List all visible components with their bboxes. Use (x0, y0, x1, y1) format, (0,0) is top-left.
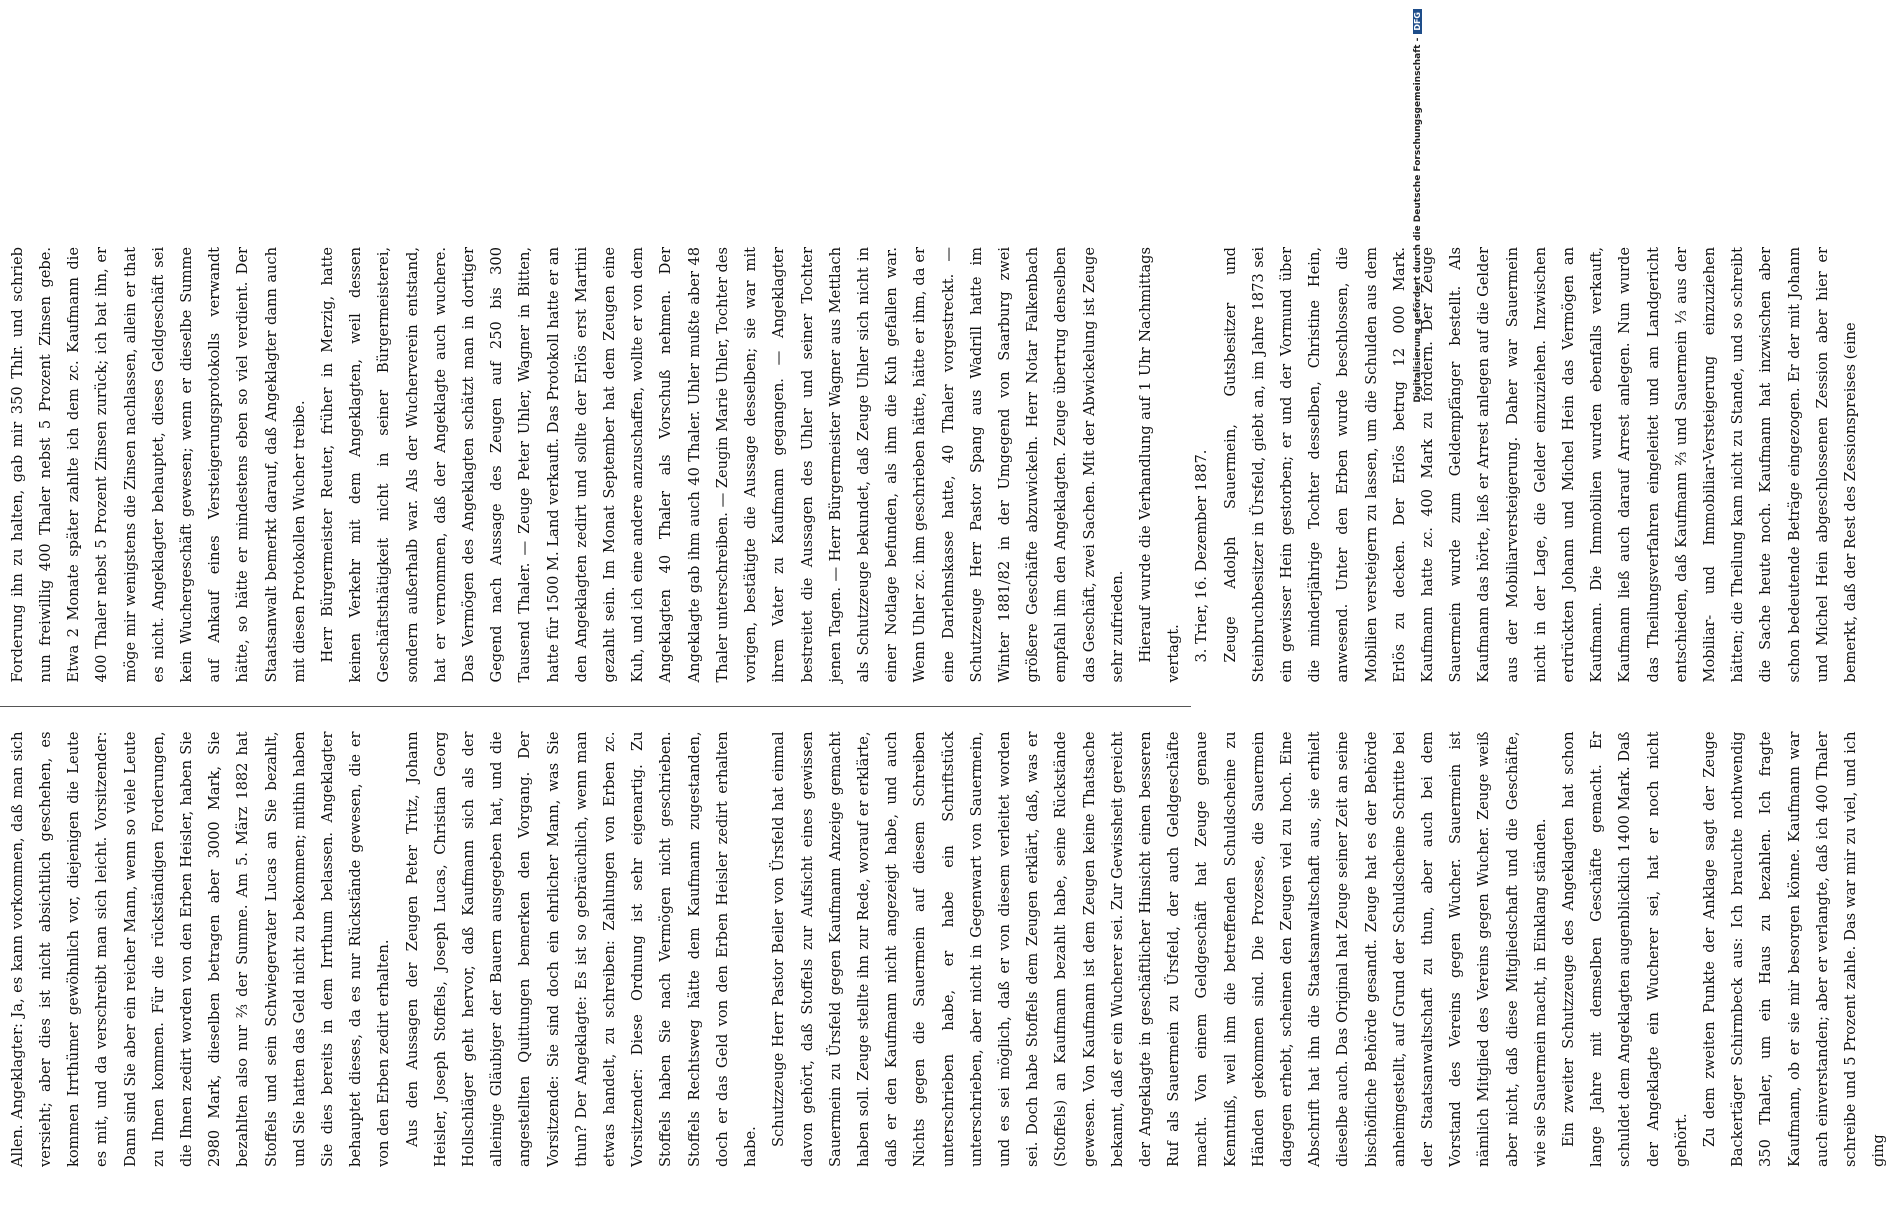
dfg-credit-text: Digitalisierung gefördert durch die Deutsche Forschungsgemeinschaft - (1413, 37, 1423, 403)
paragraph: Ein zweiter Schutzzeuge des Angeklagten hat schon lange Jahre mit demselben Geschäfte gemacht. Er schuldet dem Angeklagten augenblicklich 1400 Mark. Daß der Angeklagte ein Wucherer sei, hat er noch nicht gehört. (1559, 731, 1690, 1167)
dfg-credit (1413, 9, 1425, 999)
text-columns (0, 247, 1888, 1167)
right-column (0, 247, 1860, 683)
dfg-logo: DFG (1413, 9, 1422, 34)
dfg-sidebar (1414, 8, 1426, 998)
section-heading: 3. Trier, 16. Dezember 1887. (1193, 449, 1211, 663)
paragraph: Aus den Aussagen der Zeugen Peter Tritz, Johann Heisler, Joseph Stoffels, Joseph Lucas, Christian Georg Hollschläger geht hervor, daß Kaufmann sich als der alleinige Gläubiger der Bauern ausgegeben hat, und die angestellten Quittungen bemerken den Vorgang. Der Vorsitzende: Sie sind doch ein ehrlicher Mann, was Sie thun? Der Angeklagte: Es ist so gebräuchlich, wenn man etwas handelt, zu schreiben: Zahlungen von Erben zc. Vorsitzender: Diese Ordnung ist sehr eigenartig. Zu Stoffels haben Sie nach Vermögen nicht geschrieben. Stoffels Rechtsweg hätte dem Kaufmann zugestanden, doch er das Geld von den Erben Heisler zedirt erhalten habe. (403, 731, 760, 1167)
paragraph: Herr Bürgermeister Reuter, früher in Merzig, hatte keinen Verkehr mit dem Angeklagten, weil dessen Geschäftsthätigkeit nicht in seiner Bürgermeisterei, sondern außerhalb war. Als der Wucherverein entstand, hat er vernommen, daß der Angeklagte auch wuchere. Das Vermögen des Angeklagten schätzt man in dortiger Gegend nach Aussage des Zeugen auf 250 bis 300 Tausend Thaler. — Zeuge Peter Uhler, Wagner in Bitten, hatte für 1500 M. Land verkauft. Das Protokoll hatte er an den Angeklagten zedirt und sollte der Erlös erst Martini gezahlt sein. Im Monat September hat dem Zeugen eine Kuh, und ich eine andere anzuschaffen, wollte er von dem Angeklagten 40 Thaler als Vorschuß nehmen. Der Angeklagte gab ihm auch 40 Thaler. Uhler mußte aber 48 Thaler unterschreiben. — Zeugin Marie Uhler, Tochter des vorigen, bestätigte die Aussage desselben; sie war mit ihrem Vater zu Kaufmann gegangen. — Angeklagter bestreitet die Aussagen des Uhler und seiner Tochter jenen Tagen. — Herr Bürgermeister Wagner aus Mettlach als Schutzzeuge bekundet, daß Zeuge Uhler sich nicht in einer Notlage befunden, als ihm die Kuh gefallen war. Wenn Uhler zc. ihm geschrieben hätte, hätte er ihm, da er eine Darlehnskasse hatte, 40 Thaler vorgestreckt. — Schutzzeuge Herr Pastor Spang aus Wadrill hatte im Winter 1881/82 in der Umgegend von Saarburg zwei größere Geschäfte abzuwickeln. Herr Notar Falkenbach empfahl ihm den Angeklagten. Zeuge übertrug denselben das Geschäft, zwei Sachen. Mit der Abwickelung ist Zeuge sehr zufrieden. (319, 247, 1126, 683)
paragraph: Hierauf wurde die Verhandlung auf 1 Uhr Nachmittags vertagt. (1136, 247, 1183, 683)
paragraph: Zu dem zweiten Punkte der Anklage sagt der Zeuge Backertäger Schirmbeck aus: Ich brauchte nothwendig 350 Thaler, um ein Haus zu bezahlen. Ich fragte Kaufmann, ob er sie mir besorgen könne. Kaufmann war auch einverstanden; aber er verlangte, daß ich 400 Thaler schreibe und 5 Prozent zahle. Das war mir zu viel, und ich ging (1701, 731, 1888, 1167)
column-divider (0, 707, 1191, 708)
paragraph: Zeuge Adolph Sauermein, Gutsbesitzer und Steinbruchbesitzer in Ürsfeld, giebt an, im Jahre 1873 sei ein gewisser Hein gestorben; er und der Vormund über die minderjährige Tochter desselben, Christine Hein, anwesend. Unter den Erben wurde beschlossen, die Mobilien versteigern zu lassen, um die Schulden aus dem Erlös zu decken. Der Erlös betrug 12 000 Mark. Kaufmann hatte zc. 400 Mark zu fordern. Der Zeuge Sauermein wurde zum Geldempfänger bestellt. Als Kaufmann das hörte, ließ er Arrest anlegen auf die Gelder aus der Mobiliarversteigerung. Daher war Sauermein nicht in der Lage, die Gelder einzuziehen. Inzwischen erdrückten Johann und Michel Hein das Vermögen an Kaufmann. Die Immobilien wurden ebenfalls verkauft, Kaufmann ließ auch darauf Arrest anlegen. Nun wurde das Theilungsverfahren eingeleitet und am Landgericht entschieden, daß Kaufmann ⅔ und Sauermein ⅓ aus der Mobiliar- und Immobiliar-Versteigerung einzuziehen hätten; die Theilung kam nicht zu Stande, und so schreibt die Sache heute noch. Kaufmann hat inzwischen aber schon bedeutende Beträge eingezogen. Er der mit Johann und Michel Hein abgeschlossenen Zession aber hier er bemerkt, daß der Rest des Zessionspreises (eine (1221, 247, 1860, 683)
left-column (0, 731, 1888, 1168)
paragraph: Schutzzeuge Herr Pastor Beiler von Ürsfeld hat einmal davon gehört, daß Stoffels zur Aufsicht eines gewissen Sauermein zu Ürsfeld gegen Kaufmann Anzeige gemacht haben soll. Zeuge stellte ihn zur Rede, worauf er erklärte, daß er den Kaufmann nicht angezeigt habe, und auch Nichts gegen die Sauermein auf diesem Schreiben unterschrieben habe, er habe ein Schriftstück unterschrieben, aber nicht in Gegenwart von Sauermein, und es sei möglich, daß er von diesem verleitet worden sei. Doch habe Stoffels dem Zeugen erklärt, daß, was er (Stoffels) an Kaufmann bezahlt habe, seine Rückstände gewesen. Von Kaufmann ist dem Zeugen keine Thatsache bekannt, daß er ein Wucherer sei. Zur Gewissheit gereicht der Angeklagte in geschäftlicher Hinsicht einen besseren Ruf als Sauermein zu Ürsfeld, der auch Geldgeschäfte macht. Von einem Geldgeschäft hat Zeuge genaue Kenntniß, weil ihm die betreffenden Schuldscheine zu Händen gekommen sind. Die Prozesse, die Sauermein dagegen erhebt, scheinen den Zeugen viel zu hoch. Eine Abschrift hat ihn die Staatsanwaltschaft aus, sie erhielt dieselbe auch. Das Original hat Zeuge seiner Zeit an seine bischöfliche Behörde gesandt. Zeuge hat es der Behörde anheimgestellt, auf Grund der Schuldscheine Schritte bei der Staatsanwaltschaft zu thun, aber auch bei dem Vorstand des Vereins gegen Wucher. Sauermein ist nämlich Mitglied des Vereins gegen Wucher. Zeuge weiß aber nicht, daß diese Mitgliedschaft und die Geschäfte, wie sie Sauermein macht, in Einklang ständen. (770, 731, 1549, 1167)
paragraph: Forderung ihn zu halten, gab mir 350 Thlr. und schrieb nun freiwillig 400 Thaler nebst 5 Prozent Zinsen gebe. Etwa 2 Monate später zahlte ich dem zc. Kaufmann die 400 Thaler nebst 5 Prozent Zinsen zurück; ich bat ihn, er möge mir wenigstens die Zinsen nachlassen, allein er that es nicht. Angeklagter behauptet, dieses Geldgeschäft sei kein Wuchergeschäft gewesen; wenn er dieselbe Summe auf Ankauf eines Versteigerungsprotokolls verwandt hätte, so hätte er mindestens eben so viel verdient. Der Staatsanwalt bemerkt darauf, daß Angeklagter dann auch mit diesen Protokollen Wucher treibe. (8, 247, 308, 683)
paragraph: Allen. Angeklagter: Ja, es kann vorkommen, daß man sich versieht; aber dies ist nicht absichtlich geschehen, es kommen Irrthümer gewöhnlich vor, diejenigen die Leute es mit, und da verschreibt man sich leicht. Vorsitzender: Dann sind Sie aber ein reicher Mann, wenn so viele Leute zu Ihnen kommen. Für die rückständigen Forderungen, die Ihnen zedirt worden von den Erben Heisler, haben Sie 2980 Mark, dieselben betragen aber 3000 Mark, Sie bezahlten also nur ⅔ der Summe. Am 5. März 1882 hat Stoffels und sein Schwiegervater Lucas an Sie bezahlt, und Sie hatten das Geld nicht zu bekommen; mithin haben Sie dies bereits in dem Irrthum belassen. Angeklagter behauptet dieses, da es nur Rückstände gewesen, die er von den Erben zedirt erhalten. (8, 731, 393, 1167)
